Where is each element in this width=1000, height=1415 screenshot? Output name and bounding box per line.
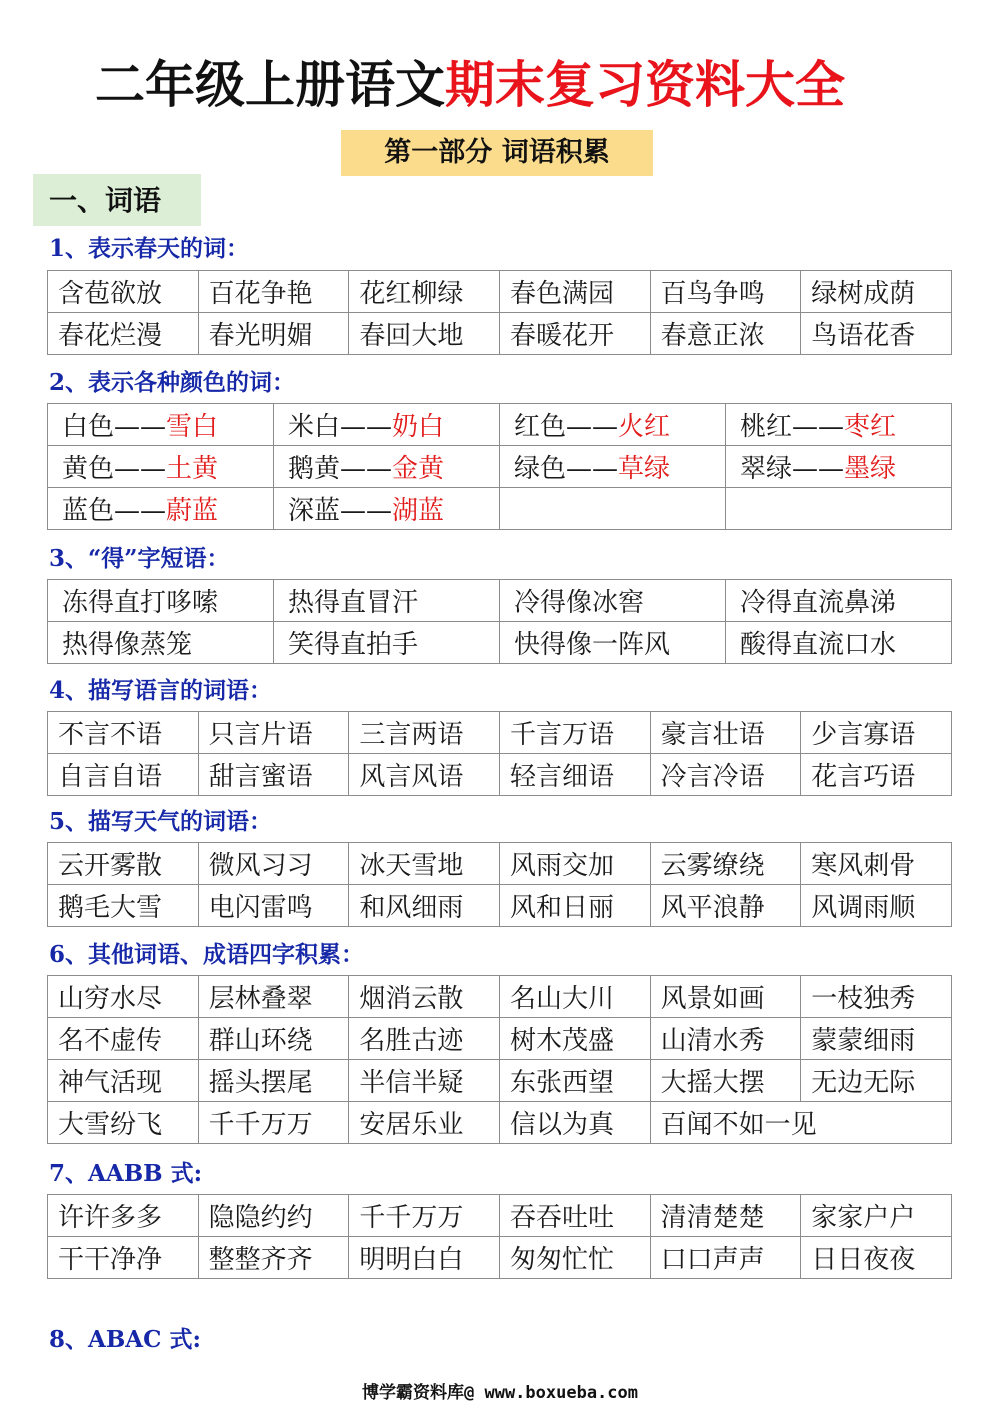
- color-variant: 草绿: [618, 454, 671, 484]
- table-row: [48, 1018, 952, 1060]
- table-cell: 风和日丽: [499, 885, 650, 927]
- title-red-part: 期末复习资料大全: [445, 56, 845, 114]
- table-cell: 山清水秀: [650, 1018, 801, 1060]
- table-row: [48, 712, 952, 754]
- table-cell: 匆匆忙忙: [499, 1237, 650, 1279]
- color-base: 蓝色——: [62, 496, 167, 526]
- table-cell: 和风细雨: [349, 885, 500, 927]
- table-cell: 热得直冒汗: [274, 580, 500, 622]
- color-base: 深蓝——: [288, 496, 393, 526]
- color-variant: 土黄: [166, 454, 219, 484]
- color-base: 米白——: [288, 412, 393, 442]
- table-cell: 轻言细语: [499, 754, 650, 796]
- table-cell: 不言不语: [48, 712, 199, 754]
- table-cell: 冷言冷语: [650, 754, 801, 796]
- table-cell: 千言万语: [499, 712, 650, 754]
- table-weather-words: [47, 842, 952, 927]
- color-variant: 枣红: [844, 412, 897, 442]
- table-cell: 酸得直流口水: [726, 622, 952, 664]
- table-cell: [726, 446, 952, 488]
- table-aabb: [47, 1194, 952, 1279]
- table-cell: 热得像蒸笼: [48, 622, 274, 664]
- table-row: [48, 1195, 952, 1237]
- table-cell: 只言片语: [198, 712, 349, 754]
- table-row: [48, 1060, 952, 1102]
- table-cell: 东张西望: [499, 1060, 650, 1102]
- color-base: 红色——: [514, 412, 619, 442]
- table-cell: 口口声声: [650, 1237, 801, 1279]
- color-base: 桃红——: [740, 412, 845, 442]
- table-cell: 快得像一阵风: [500, 622, 726, 664]
- color-base: 鹅黄——: [288, 454, 393, 484]
- table-cell: 风平浪静: [650, 885, 801, 927]
- table-cell: 大摇大摆: [650, 1060, 801, 1102]
- table-cell: 百花争艳: [198, 271, 349, 313]
- table-cell: 寒风刺骨: [801, 843, 952, 885]
- table-cell: 春色满园: [499, 271, 650, 313]
- table-cell: 三言两语: [349, 712, 500, 754]
- part-banner: 第一部分 词语积累: [341, 130, 653, 176]
- table-cell: 花红柳绿: [349, 271, 500, 313]
- table-cell: 名山大川: [499, 976, 650, 1018]
- table-cell: 电闪雷鸣: [198, 885, 349, 927]
- table-cell: 大雪纷飞: [48, 1102, 199, 1144]
- table-cell: 安居乐业: [349, 1102, 500, 1144]
- table-cell: 名胜古迹: [349, 1018, 500, 1060]
- color-variant: 蔚蓝: [166, 496, 219, 526]
- table-cell: 笑得直拍手: [274, 622, 500, 664]
- table-row: [48, 580, 952, 622]
- table-cell: 花言巧语: [801, 754, 952, 796]
- table-cell: 神气活现: [48, 1060, 199, 1102]
- table-row: [48, 843, 952, 885]
- table-cell: 百鸟争鸣: [650, 271, 801, 313]
- section-heading-aabb: 7、AABB 式:: [49, 1160, 203, 1187]
- table-spring-words: [47, 270, 952, 355]
- table-cell: 冷得像冰窖: [500, 580, 726, 622]
- table-cell: 春光明媚: [198, 313, 349, 355]
- table-row: [48, 1237, 952, 1279]
- table-cell: 春意正浓: [650, 313, 801, 355]
- table-language-words: [47, 711, 952, 796]
- table-cell: 绿树成荫: [801, 271, 952, 313]
- table-cell: 烟消云散: [349, 976, 500, 1018]
- table-cell: 云开雾散: [48, 843, 199, 885]
- table-cell: 春花烂漫: [48, 313, 199, 355]
- table-cell: [500, 446, 726, 488]
- section-heading-idioms: 6、其他词语、成语四字积累：: [49, 941, 365, 968]
- page-title: [95, 52, 975, 118]
- table-row: [48, 313, 952, 355]
- section-heading-de-phrases: 3、“得”字短语：: [49, 545, 230, 572]
- table-cell: 冰天雪地: [349, 843, 500, 885]
- table-cell: 鸟语花香: [801, 313, 952, 355]
- table-cell: 清清楚楚: [650, 1195, 801, 1237]
- table-row: [48, 488, 952, 530]
- table-cell: 群山环绕: [198, 1018, 349, 1060]
- table-cell: 摇头摆尾: [198, 1060, 349, 1102]
- table-cell: 春暖花开: [499, 313, 650, 355]
- footer-watermark: 博学霸资料库@ www.boxueba.com: [362, 1383, 638, 1403]
- table-cell: [726, 404, 952, 446]
- table-row: [48, 404, 952, 446]
- table-cell: 自言自语: [48, 754, 199, 796]
- color-base: 绿色——: [514, 454, 619, 484]
- section-heading-spring: 1、表示春天的词：: [49, 235, 250, 262]
- table-cell: [274, 446, 500, 488]
- table-cell: 一枝独秀: [801, 976, 952, 1018]
- color-variant: 金黄: [392, 454, 445, 484]
- color-variant: 雪白: [166, 412, 219, 442]
- table-cell: 许许多多: [48, 1195, 199, 1237]
- table-cell: [48, 404, 274, 446]
- table-cell: [500, 488, 726, 530]
- table-cell: 家家户户: [801, 1195, 952, 1237]
- table-cell: 半信半疑: [349, 1060, 500, 1102]
- table-cell: 甜言蜜语: [198, 754, 349, 796]
- color-variant: 湖蓝: [392, 496, 445, 526]
- color-base: 黄色——: [62, 454, 167, 484]
- table-cell: 吞吞吐吐: [499, 1195, 650, 1237]
- table-cell: [726, 488, 952, 530]
- table-color-words: [47, 403, 952, 530]
- table-cell: [500, 404, 726, 446]
- color-base: 翠绿——: [740, 454, 845, 484]
- table-cell: 层林叠翠: [198, 976, 349, 1018]
- table-cell: 风言风语: [349, 754, 500, 796]
- table-row: [48, 271, 952, 313]
- table-cell: [274, 404, 500, 446]
- table-row: [48, 754, 952, 796]
- table-cell: 少言寡语: [801, 712, 952, 754]
- table-cell: 云雾缭绕: [650, 843, 801, 885]
- table-row: [48, 622, 952, 664]
- section-heading-weather: 5、描写天气的词语：: [49, 808, 273, 835]
- table-row: [48, 976, 952, 1018]
- table-cell: 日日夜夜: [801, 1237, 952, 1279]
- section-banner: 一、词语: [33, 174, 201, 226]
- table-cell: 隐隐约约: [198, 1195, 349, 1237]
- section-heading-abac: 8、ABAC 式:: [49, 1326, 201, 1353]
- color-variant: 奶白: [392, 412, 445, 442]
- section-heading-language: 4、描写语言的词语：: [49, 677, 273, 704]
- table-idioms: [47, 975, 952, 1144]
- title-black-part: 二年级上册语文: [95, 56, 445, 114]
- color-variant: 火红: [618, 412, 671, 442]
- table-cell: 树木茂盛: [499, 1018, 650, 1060]
- table-cell: 千千万万: [349, 1195, 500, 1237]
- table-cell: [48, 488, 274, 530]
- section-heading-colors: 2、表示各种颜色的词：: [49, 369, 296, 396]
- table-cell: 干干净净: [48, 1237, 199, 1279]
- table-cell: 微风习习: [198, 843, 349, 885]
- table-cell: [274, 488, 500, 530]
- table-cell: 豪言壮语: [650, 712, 801, 754]
- table-cell: 风景如画: [650, 976, 801, 1018]
- color-base: 白色——: [62, 412, 167, 442]
- table-cell: 含苞欲放: [48, 271, 199, 313]
- table-cell: 百闻不如一见: [650, 1102, 951, 1144]
- table-cell: 明明白白: [349, 1237, 500, 1279]
- table-cell: 春回大地: [349, 313, 500, 355]
- table-cell: 整整齐齐: [198, 1237, 349, 1279]
- table-cell: 千千万万: [198, 1102, 349, 1144]
- table-cell: 山穷水尽: [48, 976, 199, 1018]
- table-cell: 风调雨顺: [801, 885, 952, 927]
- table-cell: 无边无际: [801, 1060, 952, 1102]
- table-cell: 蒙蒙细雨: [801, 1018, 952, 1060]
- table-de-phrases: [47, 579, 952, 664]
- table-cell: 名不虚传: [48, 1018, 199, 1060]
- table-cell: 风雨交加: [499, 843, 650, 885]
- table-row: [48, 446, 952, 488]
- table-cell: 冻得直打哆嗦: [48, 580, 274, 622]
- color-variant: 墨绿: [844, 454, 897, 484]
- table-cell: 信以为真: [499, 1102, 650, 1144]
- table-row: [48, 885, 952, 927]
- table-cell: 冷得直流鼻涕: [726, 580, 952, 622]
- table-cell: 鹅毛大雪: [48, 885, 199, 927]
- table-row: [48, 1102, 952, 1144]
- table-cell: [48, 446, 274, 488]
